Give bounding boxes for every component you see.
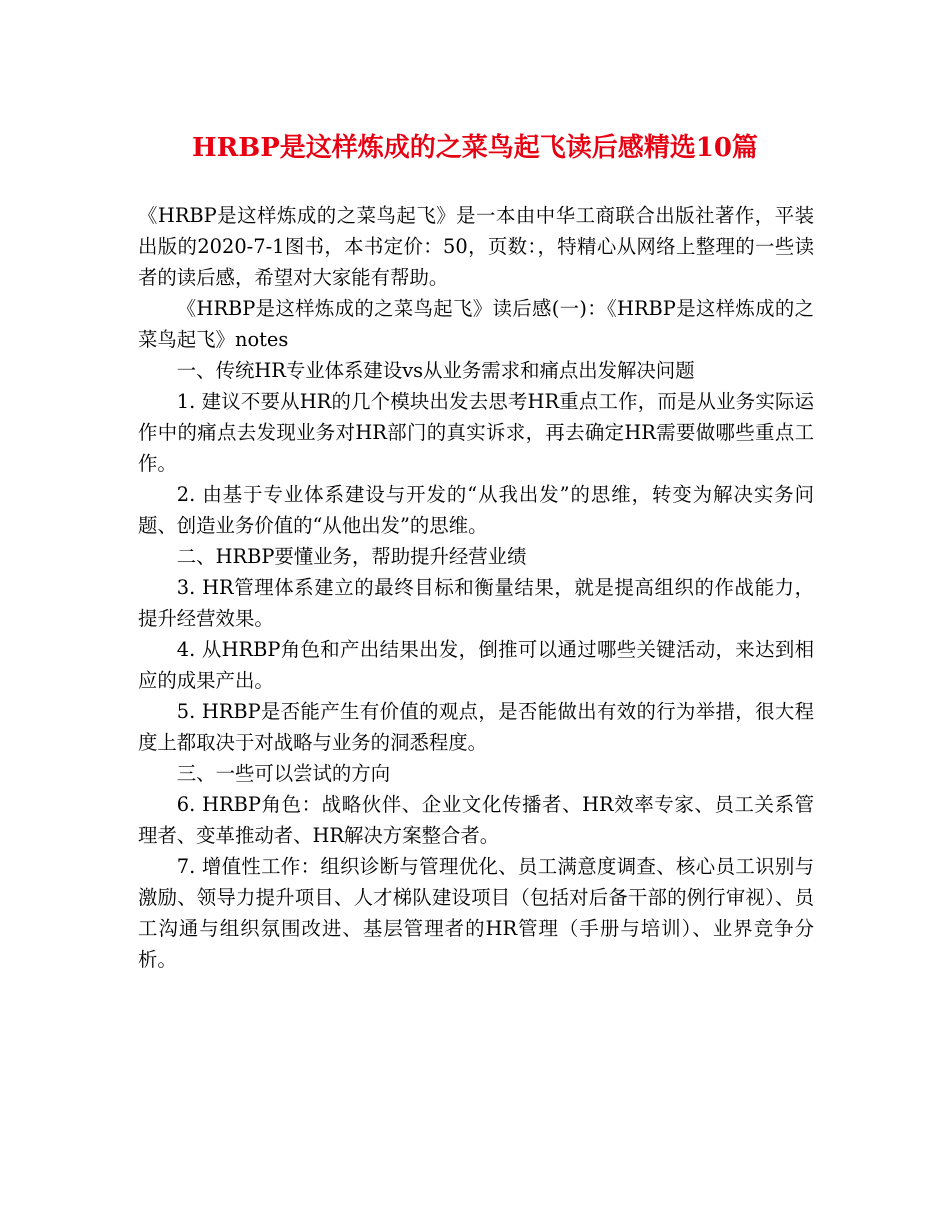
paragraph: 2. 由基于专业体系建设与开发的“从我出发”的思维，转变为解决实务问题、创造业务价值的“从他出发”的思维。 (138, 483, 814, 537)
section-heading: 三、一些可以尝试的方向 (176, 762, 391, 785)
paragraph: 1. 建议不要从HR的几个模块出发去思考HR重点工作，而是从业务实际运作中的痛点去发现业务对HR部门的真实诉求，再去确定HR需要做哪些重点工作。 (138, 390, 814, 475)
document-title: HRBP是这样炼成的之菜鸟起飞读后感精选10篇 (192, 133, 758, 163)
document-body (138, 200, 814, 975)
paragraph: 5. HRBP是否能产生有价值的观点，是否能做出有效的行为举措，很大程度上都取决于对战略与业务的洞悉程度。 (138, 700, 814, 754)
paragraph: 7. 增值性工作：组织诊断与管理优化、员工满意度调查、核心员工识别与激励、领导力提升项目、人才梯队建设项目（包括对后备干部的例行审视）、员工沟通与组织氛围改进、基层管理者的HR管理（手册与培训）、业界竞争分析。 (138, 855, 814, 971)
paragraph: 3. HR管理体系建立的最终目标和衡量结果，就是提高组织的作战能力，提升经营效果。 (138, 576, 814, 630)
paragraph: 《HRBP是这样炼成的之菜鸟起飞》是一本由中华工商联合出版社著作，平装出版的2020-7-1图书，本书定价：50，页数：，特精心从网络上整理的一些读者的读后感，希望对大家能有帮助。 (138, 204, 814, 289)
paragraph: 4. 从HRBP角色和产出结果出发，倒推可以通过哪些关键活动，来达到相应的成果产出。 (138, 638, 814, 692)
section-heading: 一、传统HR专业体系建设vs从业务需求和痛点出发解决问题 (176, 359, 695, 382)
paragraph: 《HRBP是这样炼成的之菜鸟起飞》读后感(一)：《HRBP是这样炼成的之菜鸟起飞》notes (138, 297, 814, 351)
paragraph: 6. HRBP角色：战略伙伴、企业文化传播者、HR效率专家、员工关系管理者、变革推动者、HR解决方案整合者。 (138, 793, 814, 847)
section-heading: 二、HRBP要懂业务，帮助提升经营业绩 (176, 545, 527, 568)
